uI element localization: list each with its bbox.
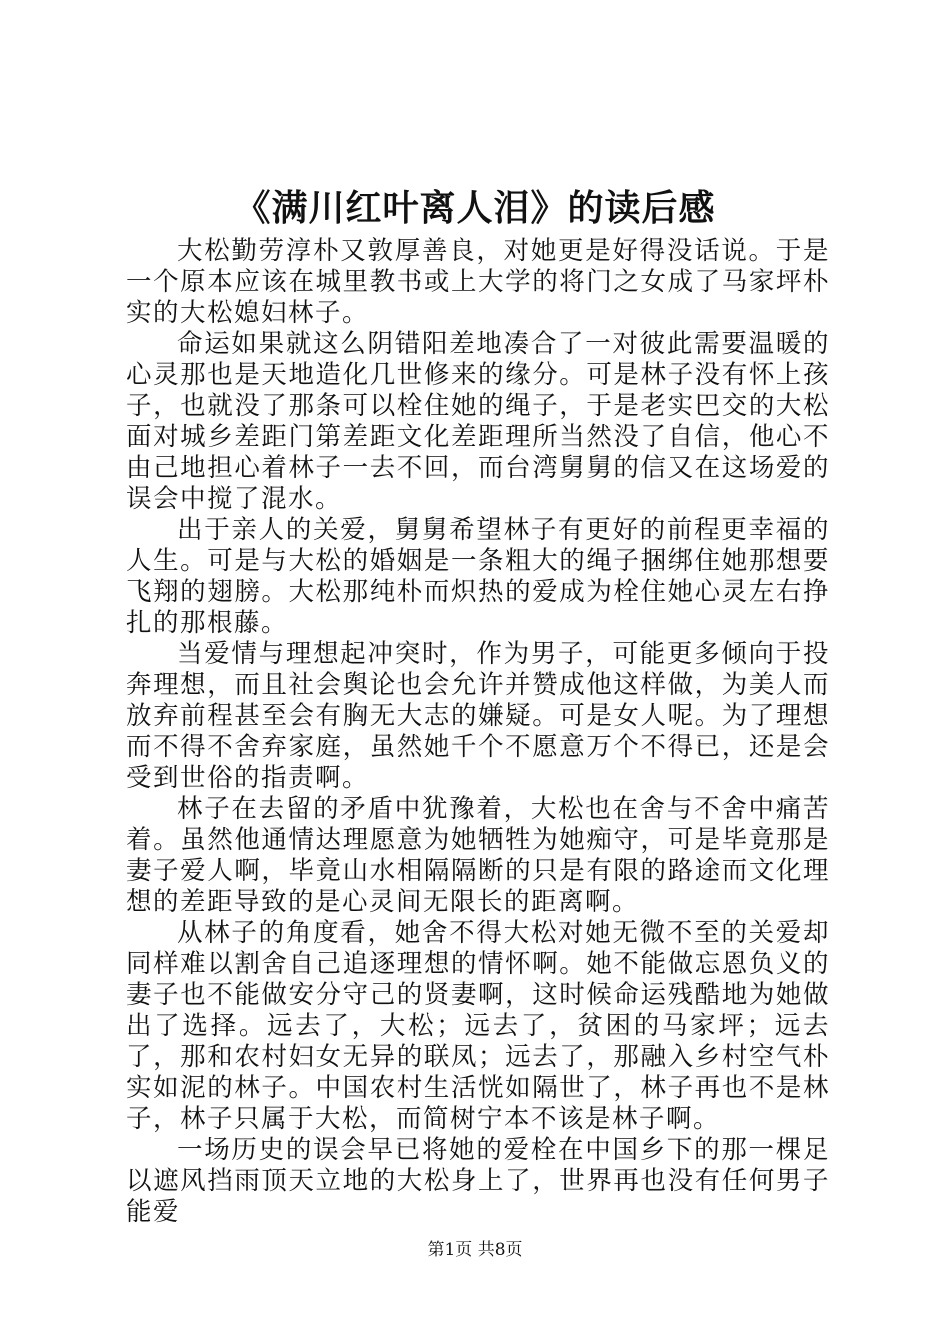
document-title: 《满川红叶离人泪》的读后感 — [234, 187, 716, 229]
document-body — [126, 236, 830, 1228]
paragraph-7: 一场历史的误会早已将她的爱栓在中国乡下的那一棵足以遮风挡雨顶天立地的大松身上了，世界再也没有任何男子能爱 — [126, 1135, 830, 1227]
page-number-label: 第1页 共8页 — [427, 1240, 523, 1260]
paragraph-4: 当爱情与理想起冲突时，作为男子，可能更多倾向于投奔理想，而且社会舆论也会允许并赞成他这样做，为美人而放弃前程甚至会有胸无大志的嫌疑。可是女人呢。为了理想而不得不舍弃家庭，虽然她千个不愿意万个不得已，还是会受到世俗的指责啊。 — [126, 639, 830, 793]
paragraph-3: 出于亲人的关爱，舅舅希望林子有更好的前程更幸福的人生。可是与大松的婚姻是一条粗大的绳子捆绑住她那想要飞翔的翅膀。大松那纯朴而炽热的爱成为栓住她心灵左右挣扎的那根藤。 — [126, 515, 830, 638]
page-footer — [0, 1238, 950, 1262]
paragraph-1: 大松勤劳淳朴又敦厚善良，对她更是好得没话说。于是一个原本应该在城里教书或上大学的将门之女成了马家坪朴实的大松媳妇林子。 — [126, 236, 830, 328]
paragraph-5: 林子在去留的矛盾中犹豫着，大松也在舍与不舍中痛苦着。虽然他通情达理愿意为她牺牲为她痴守，可是毕竟那是妻子爱人啊，毕竟山水相隔隔断的只是有限的路途而文化理想的差距导致的是心灵间无限长的距离啊。 — [126, 794, 830, 917]
paragraph-6: 从林子的角度看，她舍不得大松对她无微不至的关爱却同样难以割舍自己追逐理想的情怀啊。她不能做忘恩负义的妻子也不能做安分守己的贤妻啊，这时候命运残酷地为她做出了选择。远去了，大松；远去了，贫困的马家坪；远去了，那和农村妇女无异的联凤；远去了，那融入乡村空气朴实如泥的林子。中国农村生活恍如隔世了，林子再也不是林子，林子只属于大松，而简树宁本不该是林子啊。 — [126, 918, 830, 1134]
paragraph-2: 命运如果就这么阴错阳差地凑合了一对彼此需要温暖的心灵那也是天地造化几世修来的缘分。可是林子没有怀上孩子，也就没了那条可以栓住她的绳子，于是老实巴交的大松面对城乡差距门第差距文化差距理所当然没了自信，他心不由己地担心着林子一去不回，而台湾舅舅的信又在这场爱的误会中搅了混水。 — [126, 329, 830, 514]
